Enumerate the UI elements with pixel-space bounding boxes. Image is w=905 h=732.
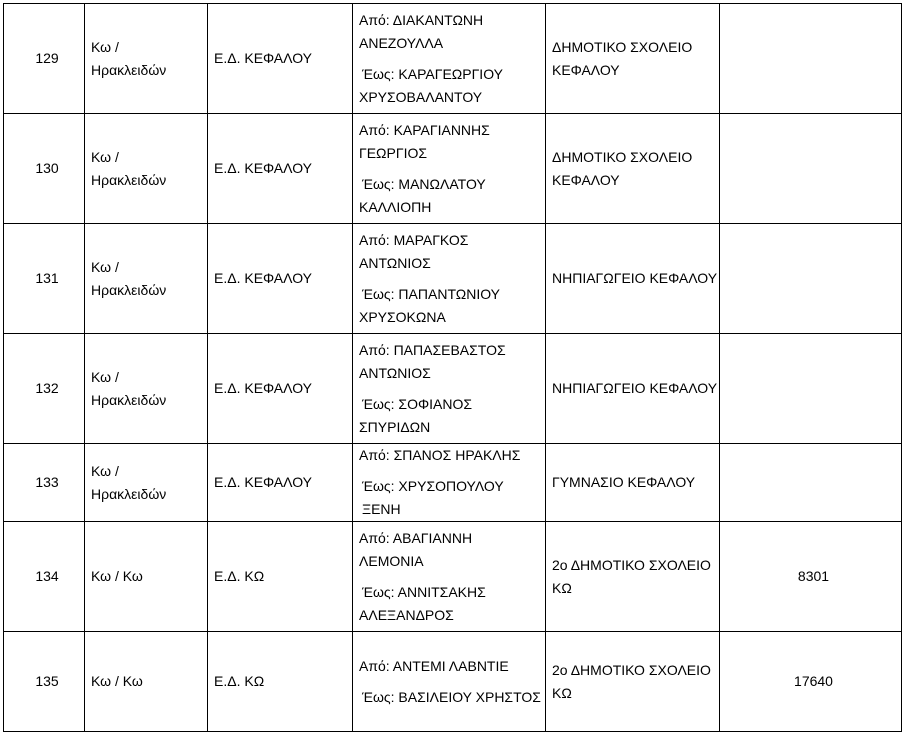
polling-place-line: ΝΗΠΙΑΓΩΓΕΙΟ ΚΕΦΑΛΟΥ xyxy=(552,270,718,286)
municipality-line: Ηρακλειδών xyxy=(91,391,167,408)
range-from: Από: ΑΒΑΓΙΑΝΝΗ xyxy=(359,529,473,546)
polling-place-cell xyxy=(546,224,720,334)
voter-range-cell xyxy=(353,522,546,632)
row-number: 135 xyxy=(4,632,85,732)
municipality-line: Ηρακλειδών xyxy=(91,171,167,188)
polling-place-line: ΚΩ xyxy=(552,684,572,701)
range-from: Από: ΔΙΑΚΑΝΤΩΝΗ xyxy=(359,11,484,28)
table-row xyxy=(4,334,902,444)
row-number: 134 xyxy=(4,522,85,632)
electoral-unit: Ε.Δ. ΚΕΦΑΛΟΥ xyxy=(208,444,353,522)
polling-place-cell xyxy=(546,632,720,732)
voter-range-cell xyxy=(353,114,546,224)
municipality-line: Ηρακλειδών xyxy=(91,281,167,298)
range-to-cont: ΚΑΛΛΙΟΠΗ xyxy=(359,198,432,215)
row-number: 130 xyxy=(4,114,85,224)
table-row xyxy=(4,522,902,632)
polling-place-cell xyxy=(546,522,720,632)
polling-place-line: 2ο ΔΗΜΟΤΙΚΟ ΣΧΟΛΕΙΟ xyxy=(552,556,711,573)
table-row xyxy=(4,444,902,522)
municipality-cell xyxy=(85,522,208,632)
municipality-cell xyxy=(85,224,208,334)
range-from-cont: ΓΕΩΡΓΙΟΣ xyxy=(359,144,427,161)
polling-stations-table xyxy=(3,3,902,732)
polling-place-line: ΝΗΠΙΑΓΩΓΕΙΟ ΚΕΦΑΛΟΥ xyxy=(552,380,718,396)
voter-range-cell xyxy=(353,444,546,522)
electoral-unit: Ε.Δ. ΚΩ xyxy=(208,522,353,632)
range-from-cont: ΑΝΤΩΝΙΟΣ xyxy=(359,364,431,381)
voter-count: 17640 xyxy=(720,632,902,732)
voter-count xyxy=(720,334,902,444)
municipality-cell xyxy=(85,444,208,522)
table-row xyxy=(4,632,902,732)
row-number: 132 xyxy=(4,334,85,444)
municipality-line: Κω / Κω xyxy=(91,568,143,584)
range-from: Από: ΜΑΡΑΓΚΟΣ xyxy=(359,231,469,248)
polling-place-line: ΚΕΦΑΛΟΥ xyxy=(552,61,620,78)
voter-count: 8301 xyxy=(720,522,902,632)
voter-range-cell xyxy=(353,334,546,444)
voter-count xyxy=(720,444,902,522)
table-row xyxy=(4,224,902,334)
voter-range-cell xyxy=(353,4,546,114)
range-from-cont: ΑΝΤΩΝΙΟΣ xyxy=(359,254,431,271)
range-from: Από: ΚΑΡΑΓΙΑΝΝΗΣ xyxy=(359,121,490,138)
municipality-line: Ηρακλειδών xyxy=(91,61,167,78)
polling-place-cell xyxy=(546,334,720,444)
electoral-unit: Ε.Δ. ΚΕΦΑΛΟΥ xyxy=(208,334,353,444)
municipality-line: Κω / xyxy=(91,368,119,385)
table-row xyxy=(4,4,902,114)
municipality-cell xyxy=(85,4,208,114)
range-to: Έως: ΣΟΦΙΑΝΟΣ xyxy=(362,395,473,412)
range-to-cont: ΧΡΥΣΟΒΑΛΑΝΤΟΥ xyxy=(359,88,483,105)
voter-count xyxy=(720,224,902,334)
row-number: 131 xyxy=(4,224,85,334)
range-to: Έως: ΒΑΣΙΛΕΙΟΥ ΧΡΗΣΤΟΣ xyxy=(362,688,541,705)
municipality-line: Κω / xyxy=(91,148,119,165)
voter-range-cell xyxy=(353,632,546,732)
polling-place-cell xyxy=(546,4,720,114)
range-to: Έως: ΜΑΝΩΛΑΤΟΥ xyxy=(362,175,486,192)
voter-count xyxy=(720,4,902,114)
range-to-cont: ΑΛΕΞΑΝΔΡΟΣ xyxy=(359,606,454,623)
range-to: Έως: ΚΑΡΑΓΕΩΡΓΙΟΥ xyxy=(362,65,503,82)
municipality-cell xyxy=(85,632,208,732)
electoral-unit: Ε.Δ. ΚΕΦΑΛΟΥ xyxy=(208,224,353,334)
range-from-cont: ΛΕΜΟΝΙΑ xyxy=(359,552,424,569)
voter-count xyxy=(720,114,902,224)
polling-place-cell xyxy=(546,114,720,224)
row-number: 133 xyxy=(4,444,85,522)
electoral-unit: Ε.Δ. ΚΕΦΑΛΟΥ xyxy=(208,4,353,114)
polling-place-line: ΓΥΜΝΑΣΙΟ ΚΕΦΑΛΟΥ xyxy=(552,474,696,490)
municipality-line: Κω / xyxy=(91,258,119,275)
electoral-unit: Ε.Δ. ΚΩ xyxy=(208,632,353,732)
polling-place-line: ΔΗΜΟΤΙΚΟ ΣΧΟΛΕΙΟ xyxy=(552,38,693,55)
municipality-cell xyxy=(85,334,208,444)
polling-place-line: ΔΗΜΟΤΙΚΟ ΣΧΟΛΕΙΟ xyxy=(552,148,693,165)
municipality-line: Ηρακλειδών xyxy=(91,485,167,502)
municipality-cell xyxy=(85,114,208,224)
range-from: Από: ΑΝΤΕΜΙ ΛΑΒΝΤΙΕ xyxy=(359,657,509,674)
voter-range-cell xyxy=(353,224,546,334)
polling-place-line: 2ο ΔΗΜΟΤΙΚΟ ΣΧΟΛΕΙΟ xyxy=(552,661,711,678)
row-number: 129 xyxy=(4,4,85,114)
polling-place-line: ΚΕΦΑΛΟΥ xyxy=(552,171,620,188)
municipality-line: Κω / xyxy=(91,462,119,479)
municipality-line: Κω / Κω xyxy=(91,673,143,689)
range-to-cont: ΣΠΥΡΙΔΩΝ xyxy=(359,418,431,435)
electoral-unit: Ε.Δ. ΚΕΦΑΛΟΥ xyxy=(208,114,353,224)
table-row xyxy=(4,114,902,224)
polling-place-line: ΚΩ xyxy=(552,579,572,596)
range-to: Έως: ΑΝΝΙΤΣΑΚΗΣ xyxy=(362,583,486,600)
range-to-cont: ΧΡΥΣΟΚΩΝΑ xyxy=(359,308,446,325)
range-to: Έως: ΧΡΥΣΟΠΟΥΛΟΥ ΞΕΝΗ xyxy=(362,478,504,517)
range-from: Από: ΣΠΑΝΟΣ ΗΡΑΚΛΗΣ xyxy=(359,447,521,463)
polling-place-cell xyxy=(546,444,720,522)
municipality-line: Κω / xyxy=(91,38,119,55)
range-from: Από: ΠΑΠΑΣΕΒΑΣΤΟΣ xyxy=(359,341,506,358)
range-to: Έως: ΠΑΠΑΝΤΩΝΙΟΥ xyxy=(362,285,500,302)
range-from-cont: ΑΝΕΖΟΥΛΛΑ xyxy=(359,34,444,51)
